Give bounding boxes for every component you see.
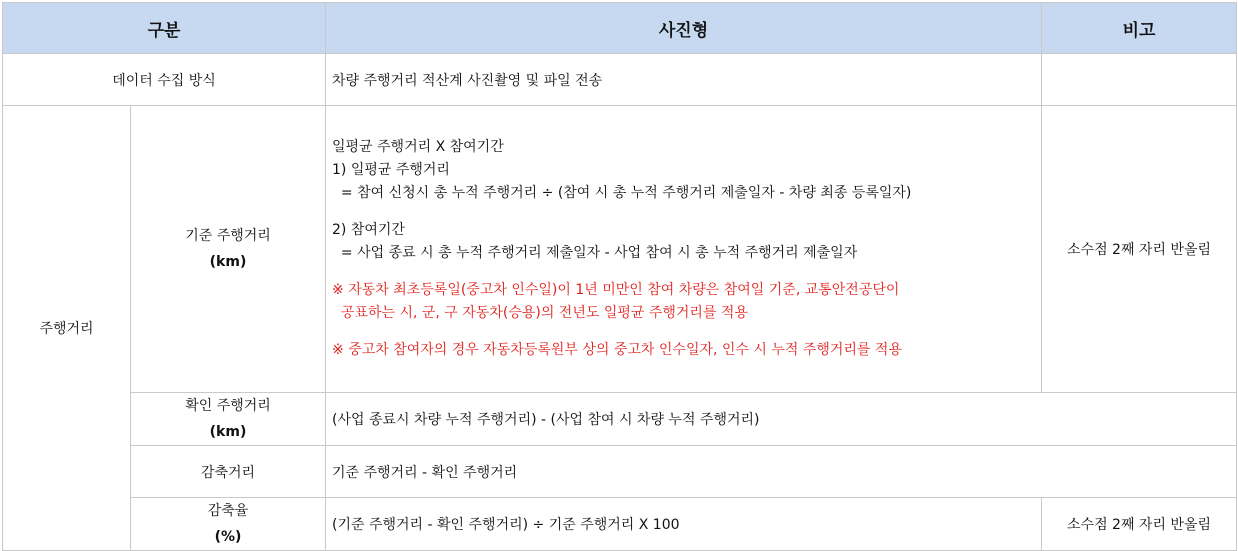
mileage-group-label: 주행거리: [3, 106, 131, 551]
base-mileage-unit: (km): [209, 254, 247, 270]
reduction-distance-label: 감축거리: [131, 446, 326, 498]
table-row: [3, 54, 1237, 106]
mileage-criteria-table: [2, 2, 1237, 551]
red-note-line: 공표하는 시, 군, 구 자동차(승용)의 전년도 일평균 주행거리를 적용: [332, 305, 748, 321]
collection-method-label: 데이터 수집 방식: [3, 54, 326, 106]
header-category: 구분: [3, 3, 326, 54]
table-row: [3, 446, 1237, 498]
collection-method-content: 차량 주행거리 적산계 사진촬영 및 파일 전송: [326, 54, 1042, 106]
table-row: [3, 106, 1237, 393]
confirm-mileage-content: (사업 종료시 차량 누적 주행거리) - (사업 참여 시 차량 누적 주행거리): [326, 393, 1237, 446]
confirm-mileage-unit: (km): [209, 424, 247, 440]
formula-line: 1) 일평균 주행거리: [332, 162, 450, 178]
reduction-rate-note: 소수점 2째 자리 반올림: [1042, 498, 1237, 551]
formula-line: = 사업 종료 시 총 누적 주행거리 제출일자 - 사업 참여 시 총 누적 주행거리 제출일자: [332, 245, 858, 261]
table-header-row: [3, 3, 1237, 54]
confirm-mileage-label-text: 확인 주행거리: [185, 398, 271, 414]
confirm-mileage-label: [131, 393, 326, 446]
formula-line: = 참여 신청시 총 누적 주행거리 ÷ (참여 시 총 누적 주행거리 제출일자 - 차량 최종 등록일자): [332, 185, 912, 201]
table-row: [3, 498, 1237, 551]
base-mileage-label-text: 기준 주행거리: [185, 228, 271, 244]
collection-method-note: [1042, 54, 1237, 106]
header-remarks: 비고: [1042, 3, 1237, 54]
formula-line: 2) 참여기간: [332, 222, 405, 238]
reduction-distance-content: 기준 주행거리 - 확인 주행거리: [326, 446, 1237, 498]
reduction-rate-label: [131, 498, 326, 551]
reduction-rate-label-text: 감축율: [207, 503, 249, 519]
red-note-line: ※ 중고차 참여자의 경우 자동차등록원부 상의 중고차 인수일자, 인수 시 누적 주행거리를 적용: [332, 342, 902, 358]
reduction-rate-unit: (%): [214, 529, 242, 545]
table-row: [3, 393, 1237, 446]
base-mileage-content: [326, 106, 1042, 393]
base-mileage-note: 소수점 2째 자리 반올림: [1042, 106, 1237, 393]
reduction-rate-content: (기준 주행거리 - 확인 주행거리) ÷ 기준 주행거리 X 100: [326, 498, 1042, 551]
red-note-line: ※ 자동차 최초등록일(중고차 인수일)이 1년 미만인 참여 차량은 참여일 기준, 교통안전공단이: [332, 282, 900, 298]
formula-line: 일평균 주행거리 X 참여기간: [332, 139, 504, 155]
base-mileage-label: [131, 106, 326, 393]
header-photo-type: 사진형: [326, 3, 1042, 54]
